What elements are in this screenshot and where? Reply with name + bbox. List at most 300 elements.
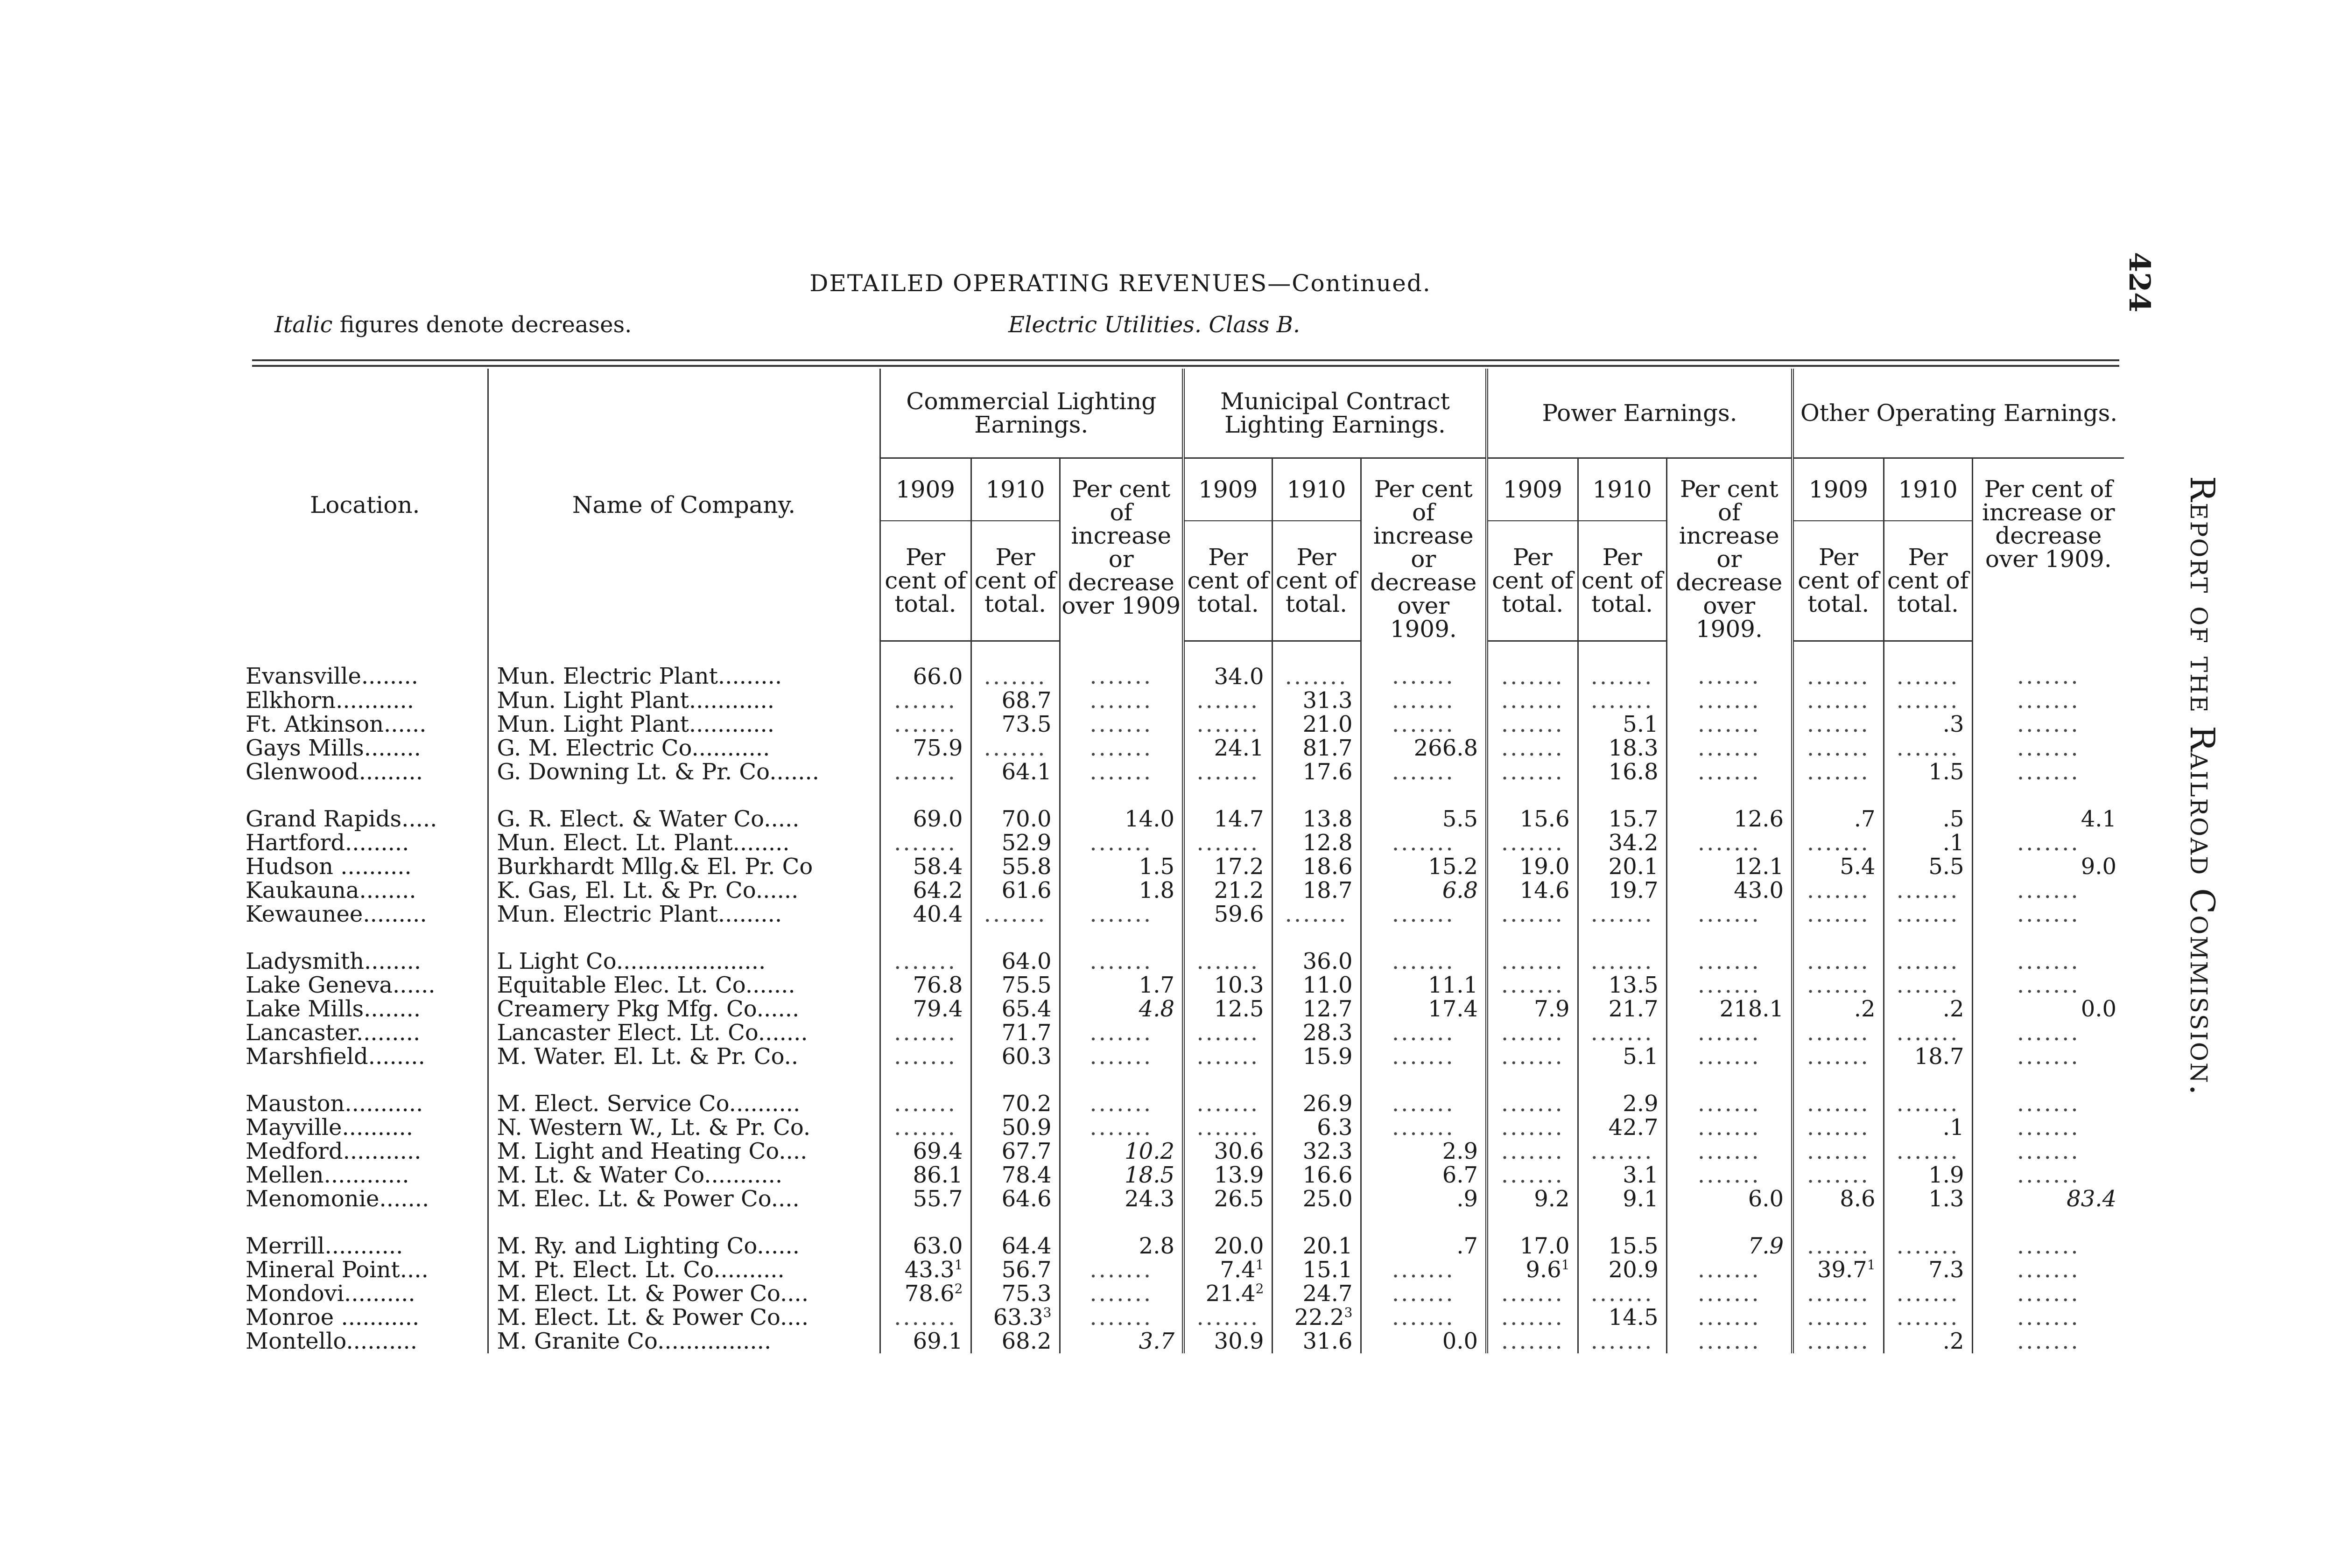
value-cell-c10 <box>971 1187 1060 1211</box>
value-text: 5.5 <box>1928 854 1964 879</box>
value-text: 17.4 <box>1428 997 1478 1021</box>
table-row <box>243 855 2124 879</box>
value-cell-m10: ....... <box>1272 641 1361 689</box>
location-cell: Grand Rapids..... <box>246 807 437 831</box>
value-cell-c09 <box>880 997 971 1021</box>
value-text: 22.2 <box>1294 1305 1344 1330</box>
location-cell: Merrill........... <box>246 1234 403 1258</box>
value-cell-cp: ....... <box>1060 641 1183 689</box>
value-cell-o10: ....... <box>1884 1021 1972 1045</box>
value-cell-p09: ....... <box>1487 1021 1578 1045</box>
value-cell-c10 <box>971 760 1060 784</box>
value-text: 7.3 <box>1928 1258 1964 1282</box>
table-row <box>243 1092 2124 1116</box>
company-cell: Mun. Electric Plant......... <box>488 903 880 926</box>
value-cell-c09: ....... <box>880 1092 971 1116</box>
value-text: 78.4 <box>1001 1163 1052 1187</box>
header-year-1910: 1910 <box>1578 458 1666 521</box>
value-text: 11.1 <box>1428 973 1478 997</box>
value-cell-p10: ....... <box>1578 641 1666 689</box>
spacer-cell <box>1060 926 1183 950</box>
location-cell: Ladysmith........ <box>246 949 422 973</box>
spacer-cell <box>1666 926 1793 950</box>
value-text: .1 <box>1942 831 1964 855</box>
value-text: 12.1 <box>1734 854 1784 879</box>
value-cell-p10 <box>1578 997 1666 1021</box>
value-cell-c09: ....... <box>880 689 971 713</box>
value-cell-c10 <box>971 1258 1060 1282</box>
value-cell-cp: ....... <box>1060 1045 1183 1069</box>
value-cell-p09: ....... <box>1487 641 1578 689</box>
footnote-marker: 2 <box>954 1281 963 1296</box>
value-text: 15.7 <box>1608 807 1659 831</box>
value-cell-c09 <box>880 641 971 689</box>
value-text: 21.7 <box>1608 997 1659 1021</box>
value-cell-p09: ....... <box>1487 1282 1578 1306</box>
company-cell: Mun. Light Plant............ <box>488 689 880 713</box>
value-text: 4.8 <box>1139 997 1174 1021</box>
value-cell-cp: ....... <box>1060 736 1183 760</box>
header-other: Other Operating Earnings. <box>1793 369 2124 458</box>
table-row <box>243 807 2124 831</box>
value-cell-o09: ....... <box>1793 1140 1884 1163</box>
value-text: 2.9 <box>1623 1092 1659 1116</box>
value-text: 58.4 <box>913 854 963 879</box>
footnote-marker: 3 <box>1344 1305 1353 1320</box>
value-text: 2.9 <box>1442 1139 1478 1163</box>
value-text: 4.1 <box>2081 807 2117 831</box>
spacer-cell <box>1793 784 1884 807</box>
value-text: 6.3 <box>1317 1115 1353 1140</box>
value-text: 75.3 <box>1001 1281 1052 1306</box>
value-text: 70.0 <box>1001 807 1052 831</box>
value-text: 11.0 <box>1302 973 1353 997</box>
value-cell-pp: ....... <box>1666 713 1793 736</box>
value-cell-m10 <box>1272 831 1361 855</box>
value-cell-o09: ....... <box>1793 689 1884 713</box>
spacer-cell <box>880 926 971 950</box>
spacer-cell <box>1666 784 1793 807</box>
table-row <box>243 760 2124 784</box>
value-cell-o10: ....... <box>1884 1140 1972 1163</box>
value-cell-o09: ....... <box>1793 1116 1884 1140</box>
table-row <box>243 973 2124 997</box>
value-text: 19.0 <box>1519 854 1570 879</box>
value-cell-o09: ....... <box>1793 736 1884 760</box>
value-text: 5.1 <box>1623 712 1659 736</box>
value-text: 61.6 <box>1001 878 1052 903</box>
company-cell: M. Elect. Service Co.......... <box>488 1092 880 1116</box>
value-cell-o10: ....... <box>1884 973 1972 997</box>
value-cell-p10 <box>1578 1116 1666 1140</box>
footnote-marker: 2 <box>1255 1281 1264 1296</box>
value-text: 17.2 <box>1214 854 1264 879</box>
company-cell: Creamery Pkg Mfg. Co...... <box>488 997 880 1021</box>
value-cell-p09: ....... <box>1487 1163 1578 1187</box>
value-text: 36.0 <box>1302 949 1353 973</box>
location-cell: Lancaster......... <box>246 1021 421 1045</box>
header-year-1910: 1910 <box>1272 458 1361 521</box>
header-per-cent: Per cent of total. <box>1183 521 1272 641</box>
location-cell: Mineral Point.... <box>246 1258 429 1282</box>
value-cell-cp <box>1060 997 1183 1021</box>
value-cell-cp: ....... <box>1060 1282 1183 1306</box>
value-cell-m09: ....... <box>1183 689 1272 713</box>
spacer-cell <box>1361 1069 1487 1092</box>
value-cell-mp <box>1361 973 1487 997</box>
spacer-cell <box>1884 784 1972 807</box>
value-cell-o10: ....... <box>1884 903 1972 926</box>
value-cell-cp: ....... <box>1060 713 1183 736</box>
value-cell-o09: ....... <box>1793 973 1884 997</box>
value-cell-c10 <box>971 1163 1060 1187</box>
value-cell-m10 <box>1272 950 1361 973</box>
header-per-cent: Per cent of total. <box>880 521 971 641</box>
value-cell-c09 <box>880 1163 971 1187</box>
value-cell-p09 <box>1487 807 1578 831</box>
value-cell-c10 <box>971 997 1060 1021</box>
value-cell-c09 <box>880 1234 971 1258</box>
value-text: 1.8 <box>1139 878 1174 903</box>
value-cell-p10: ....... <box>1578 1021 1666 1045</box>
value-cell-cp <box>1060 807 1183 831</box>
table-row <box>243 1234 2124 1258</box>
value-text: 78.6 <box>904 1281 955 1306</box>
value-text: 8.6 <box>1840 1187 1876 1211</box>
value-cell-c10 <box>971 1282 1060 1306</box>
value-cell-c09: ....... <box>880 713 971 736</box>
value-text: 25.0 <box>1302 1187 1353 1211</box>
value-cell-pp: ....... <box>1666 1116 1793 1140</box>
value-text: 70.2 <box>1001 1092 1052 1116</box>
value-text: 10.3 <box>1214 973 1264 997</box>
row-spacer <box>243 1069 2124 1092</box>
value-text: 6.0 <box>1748 1187 1784 1211</box>
value-cell-m10 <box>1272 1282 1361 1306</box>
value-cell-c10 <box>971 973 1060 997</box>
value-text: 31.6 <box>1302 1329 1353 1353</box>
value-cell-m09: ....... <box>1183 1306 1272 1330</box>
value-cell-mp <box>1361 1163 1487 1187</box>
value-cell-m09 <box>1183 879 1272 903</box>
value-cell-p09: ....... <box>1487 1330 1578 1353</box>
value-text: 1.5 <box>1928 760 1964 784</box>
spacer-cell <box>1793 926 1884 950</box>
value-text: 28.3 <box>1302 1021 1353 1045</box>
value-text: 55.8 <box>1001 854 1052 879</box>
value-text: 7.9 <box>1534 997 1570 1021</box>
value-cell-mp: ....... <box>1361 1282 1487 1306</box>
value-cell-c09: ....... <box>880 1045 971 1069</box>
value-text: 3.1 <box>1623 1163 1659 1187</box>
value-cell-op: ....... <box>1972 1282 2124 1306</box>
value-cell-p10 <box>1578 713 1666 736</box>
value-text: 266.8 <box>1413 736 1478 760</box>
value-text: 34.2 <box>1608 831 1659 855</box>
value-cell-m09 <box>1183 973 1272 997</box>
header-year-1909: 1909 <box>1487 458 1578 521</box>
value-cell-m10 <box>1272 807 1361 831</box>
value-cell-o10 <box>1884 1163 1972 1187</box>
spacer-cell <box>880 784 971 807</box>
value-text: 6.8 <box>1442 878 1478 903</box>
value-cell-mp <box>1361 1234 1487 1258</box>
top-rule-second <box>252 365 2119 367</box>
value-cell-p10 <box>1578 973 1666 997</box>
spacer-cell <box>243 784 488 807</box>
value-text: .9 <box>1456 1187 1478 1211</box>
value-text: .2 <box>1942 1329 1964 1353</box>
spacer-cell <box>1884 1211 1972 1234</box>
spacer-cell <box>1361 1211 1487 1234</box>
value-cell-mp: ....... <box>1361 1258 1487 1282</box>
header-location: Location. <box>310 491 420 518</box>
value-cell-m09 <box>1183 1140 1272 1163</box>
value-text: 32.3 <box>1302 1139 1353 1163</box>
company-cell: M. Water. El. Lt. & Pr. Co.. <box>488 1045 880 1069</box>
value-cell-p09: ....... <box>1487 760 1578 784</box>
table-row <box>243 831 2124 855</box>
value-cell-cp: ....... <box>1060 1116 1183 1140</box>
value-cell-p10: ....... <box>1578 950 1666 973</box>
value-cell-m09: ....... <box>1183 1045 1272 1069</box>
value-text: 63.0 <box>913 1234 963 1258</box>
header-year-1909: 1909 <box>880 458 971 521</box>
value-cell-mp: ....... <box>1361 903 1487 926</box>
value-text: 6.7 <box>1442 1163 1478 1187</box>
header-year-1910: 1910 <box>971 458 1060 521</box>
italic-note <box>274 312 632 338</box>
table-row <box>243 879 2124 903</box>
value-cell-c09: ....... <box>880 1306 971 1330</box>
value-cell-op: ....... <box>1972 1021 2124 1045</box>
location-cell: Mauston........... <box>246 1092 423 1116</box>
value-cell-o09: ....... <box>1793 1092 1884 1116</box>
value-cell-p10 <box>1578 807 1666 831</box>
value-cell-p09: ....... <box>1487 831 1578 855</box>
value-cell-o09: ....... <box>1793 950 1884 973</box>
value-cell-o09: ....... <box>1793 760 1884 784</box>
value-cell-p09: ....... <box>1487 1306 1578 1330</box>
value-cell-mp <box>1361 1187 1487 1211</box>
company-cell: G. Downing Lt. & Pr. Co....... <box>488 760 880 784</box>
spacer-cell <box>971 1069 1060 1092</box>
value-text: 5.5 <box>1442 807 1478 831</box>
value-cell-o10 <box>1884 1045 1972 1069</box>
spacer-cell <box>1578 926 1666 950</box>
location-cell: Kewaunee......... <box>246 902 427 926</box>
value-cell-op: ....... <box>1972 973 2124 997</box>
value-cell-p09 <box>1487 997 1578 1021</box>
value-cell-o09: ....... <box>1793 903 1884 926</box>
table-row <box>243 1258 2124 1282</box>
value-text: 24.3 <box>1125 1187 1174 1211</box>
value-cell-o10: ....... <box>1884 879 1972 903</box>
table-row <box>243 1021 2124 1045</box>
value-cell-m10 <box>1272 1306 1361 1330</box>
value-cell-c10 <box>971 831 1060 855</box>
italic-note-text: figures denote decreases. <box>332 312 632 338</box>
value-text: 1.3 <box>1928 1187 1964 1211</box>
value-cell-p09: ....... <box>1487 689 1578 713</box>
top-rule <box>252 359 2119 361</box>
location-cell: Lake Mills........ <box>246 997 421 1021</box>
value-cell-m10 <box>1272 713 1361 736</box>
page-number: 424 <box>2123 252 2157 313</box>
value-cell-cp: ....... <box>1060 1021 1183 1045</box>
value-cell-o09: ....... <box>1793 1021 1884 1045</box>
value-text: .3 <box>1942 712 1964 736</box>
value-cell-pp <box>1666 879 1793 903</box>
company-cell: M. Ry. and Lighting Co...... <box>488 1234 880 1258</box>
spacer-cell <box>488 784 880 807</box>
spacer-cell <box>1793 1211 1884 1234</box>
header-company: Name of Company. <box>488 369 880 641</box>
value-cell-m09 <box>1183 855 1272 879</box>
header-change: Per cent of increase or decrease over 1909. <box>1666 458 1793 641</box>
value-cell-o09: ....... <box>1793 1234 1884 1258</box>
value-cell-p10 <box>1578 736 1666 760</box>
value-text: 64.0 <box>1001 949 1052 973</box>
value-cell-op: ....... <box>1972 1234 2124 1258</box>
value-text: 68.7 <box>1001 688 1052 713</box>
value-cell-o09: ....... <box>1793 641 1884 689</box>
value-text: 69.1 <box>913 1329 963 1353</box>
value-cell-op: ....... <box>1972 1116 2124 1140</box>
value-text: 86.1 <box>913 1163 963 1187</box>
value-cell-c09: ....... <box>880 950 971 973</box>
spacer-cell <box>488 926 880 950</box>
table-row <box>243 1045 2124 1069</box>
header-year-1909: 1909 <box>1183 458 1272 521</box>
value-text: 56.7 <box>1001 1258 1052 1282</box>
value-cell-pp: ....... <box>1666 831 1793 855</box>
value-cell-op: ....... <box>1972 760 2124 784</box>
value-text: 55.7 <box>913 1187 963 1211</box>
value-cell-mp <box>1361 879 1487 903</box>
running-head: Report of the Railroad Commission. <box>2183 476 2222 1097</box>
company-cell: K. Gas, El. Lt. & Pr. Co...... <box>488 879 880 903</box>
value-text: 69.4 <box>913 1139 963 1163</box>
location-cell: Marshfield........ <box>246 1044 425 1069</box>
value-text: 15.6 <box>1519 807 1570 831</box>
value-cell-mp: ....... <box>1361 1092 1487 1116</box>
value-text: 65.4 <box>1001 997 1052 1021</box>
value-cell-o10: ....... <box>1884 950 1972 973</box>
value-text: 30.6 <box>1214 1139 1264 1163</box>
value-cell-c10: ....... <box>971 641 1060 689</box>
spacer-cell <box>1578 1211 1666 1234</box>
value-cell-p09: ....... <box>1487 736 1578 760</box>
value-cell-op: ....... <box>1972 1330 2124 1353</box>
value-text: 26.5 <box>1214 1187 1264 1211</box>
value-cell-p10 <box>1578 760 1666 784</box>
value-text: 16.6 <box>1302 1163 1353 1187</box>
value-cell-cp <box>1060 855 1183 879</box>
value-cell-pp: ....... <box>1666 736 1793 760</box>
value-cell-m10 <box>1272 1258 1361 1282</box>
value-cell-o10: ....... <box>1884 1282 1972 1306</box>
value-cell-o10 <box>1884 997 1972 1021</box>
value-cell-mp: ....... <box>1361 713 1487 736</box>
header-per-cent: Per cent of total. <box>1578 521 1666 641</box>
value-text: 13.5 <box>1608 973 1659 997</box>
table-row <box>243 689 2124 713</box>
value-text: 21.4 <box>1205 1281 1256 1306</box>
value-cell-p10: ....... <box>1578 1282 1666 1306</box>
location-cell: Elkhorn........... <box>246 688 414 713</box>
header-power: Power Earnings. <box>1487 369 1793 458</box>
company-cell: G. M. Electric Co........... <box>488 736 880 760</box>
value-text: .2 <box>1854 997 1876 1021</box>
table-row <box>243 1330 2124 1353</box>
value-cell-c10 <box>971 689 1060 713</box>
header-per-cent: Per cent of total. <box>971 521 1060 641</box>
value-cell-m09 <box>1183 997 1272 1021</box>
value-cell-c10 <box>971 1021 1060 1045</box>
location-cell: Medford........... <box>246 1139 422 1163</box>
value-cell-m09 <box>1183 1187 1272 1211</box>
spacer-cell <box>243 1211 488 1234</box>
value-cell-m10 <box>1272 1330 1361 1353</box>
company-cell: L Light Co..................... <box>488 950 880 973</box>
table-row <box>243 713 2124 736</box>
value-text: 0.0 <box>1442 1329 1478 1353</box>
table-row <box>243 1282 2124 1306</box>
value-text: 20.0 <box>1214 1234 1264 1258</box>
header-year-1909: 1909 <box>1793 458 1884 521</box>
value-cell-op <box>1972 1187 2124 1211</box>
value-cell-pp: ....... <box>1666 689 1793 713</box>
value-cell-c10 <box>971 950 1060 973</box>
value-text: 1.9 <box>1928 1163 1964 1187</box>
table-row <box>243 1140 2124 1163</box>
value-cell-m09 <box>1183 641 1272 689</box>
spacer-cell <box>1183 1211 1272 1234</box>
row-spacer <box>243 784 2124 807</box>
value-text: 13.8 <box>1302 807 1353 831</box>
value-cell-o10 <box>1884 760 1972 784</box>
value-text: 18.5 <box>1125 1163 1174 1187</box>
spacer-cell <box>1666 1211 1793 1234</box>
value-cell-cp <box>1060 1330 1183 1353</box>
spacer-cell <box>1060 1069 1183 1092</box>
value-cell-c09: ....... <box>880 831 971 855</box>
spacer-cell <box>1183 784 1272 807</box>
value-cell-op <box>1972 855 2124 879</box>
value-text: 14.5 <box>1608 1305 1659 1330</box>
value-cell-m10 <box>1272 997 1361 1021</box>
value-cell-op: ....... <box>1972 736 2124 760</box>
row-spacer <box>243 1211 2124 1234</box>
location-cell: Evansville........ <box>246 663 418 689</box>
value-cell-p10 <box>1578 1163 1666 1187</box>
value-text: 43.0 <box>1734 878 1784 903</box>
value-cell-m09 <box>1183 1258 1272 1282</box>
spacer-cell <box>1972 784 2124 807</box>
spacer-cell <box>1272 926 1361 950</box>
value-text: 12.6 <box>1734 807 1784 831</box>
value-cell-m10 <box>1272 973 1361 997</box>
value-cell-c09 <box>880 973 971 997</box>
header-per-cent: Per cent of total. <box>1884 521 1972 641</box>
value-cell-c09 <box>880 1282 971 1306</box>
value-cell-m10 <box>1272 1163 1361 1187</box>
value-cell-m09 <box>1183 903 1272 926</box>
value-cell-op <box>1972 997 2124 1021</box>
value-cell-c10: ....... <box>971 736 1060 760</box>
value-text: 21.2 <box>1214 878 1264 903</box>
